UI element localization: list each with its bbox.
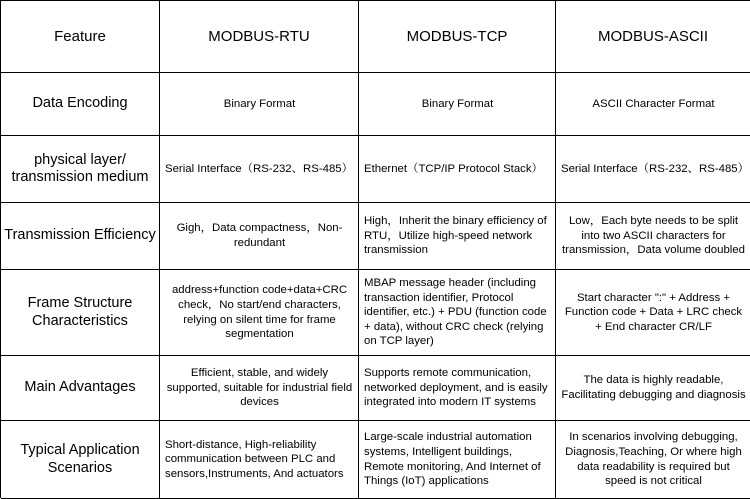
ascii-cell xyxy=(556,270,750,356)
ascii-cell xyxy=(556,136,750,203)
feature-cell xyxy=(1,421,160,499)
feature-cell xyxy=(1,136,160,203)
header-label: MODBUS-RTU xyxy=(208,27,310,45)
ascii-cell xyxy=(556,203,750,270)
tcp-cell xyxy=(359,73,556,136)
cell-text: Start character ":" + Address + Function code + Data + LRC check + End character CR/LF xyxy=(564,291,743,333)
feature-label: Main Advantages xyxy=(24,379,136,396)
cell-text: Ethernet（TCP/IP Protocol Stack） xyxy=(364,162,543,175)
feature-cell xyxy=(1,203,160,270)
ascii-cell xyxy=(556,356,750,421)
cell-text: Short-distance, High-reliability communication between PLC and sensors,Instruments, And actuators xyxy=(165,438,344,480)
rtu-cell xyxy=(160,73,359,136)
cell-text: In scenarios involving debugging, Diagnosis,Teaching, Or where high data readability is required but speed is not critical xyxy=(565,431,742,488)
header-cell-feature xyxy=(1,1,160,73)
feature-label: Typical Application Scenarios xyxy=(20,442,140,476)
rtu-cell xyxy=(160,203,359,270)
cell-text: Large-scale industrial automation systems, Intelligent buildings, Remote monitoring, And Internet of Things (IoT) applications xyxy=(364,431,541,488)
cell-text: The data is highly readable, Facilitating debugging and diagnosis xyxy=(561,374,746,401)
rtu-cell xyxy=(160,421,359,499)
rtu-cell xyxy=(160,136,359,203)
cell-text: Binary Format xyxy=(223,97,296,110)
feature-cell xyxy=(1,356,160,421)
tcp-cell xyxy=(359,270,556,356)
header-label: MODBUS-ASCII xyxy=(597,27,708,45)
feature-label: physical layer/ transmission medium xyxy=(11,151,149,185)
cell-text: ASCII Character Format xyxy=(592,97,715,110)
header-label: MODBUS-TCP xyxy=(406,27,508,45)
cell-text: Binary Format xyxy=(421,97,494,110)
ascii-cell xyxy=(556,421,750,499)
tcp-cell xyxy=(359,356,556,421)
cell-text: Serial Interface（RS-232、RS-485） xyxy=(165,162,354,175)
ascii-cell xyxy=(556,73,750,136)
feature-cell xyxy=(1,73,160,136)
rtu-cell xyxy=(160,356,359,421)
cell-text: MBAP message header (including transaction identifier, Protocol identifier, etc.) + PDU (function code + data), without CRC check (relying on TCP layer) xyxy=(364,277,547,348)
cell-text: Efficient, stable, and widely supported, suitable for industrial field devices xyxy=(166,367,353,409)
header-cell-ascii xyxy=(556,1,750,73)
tcp-cell xyxy=(359,136,556,203)
cell-text: address+function code+data+CRC check，No start/end characters, relying on silent time for frame segmentation xyxy=(171,284,348,341)
header-label: Feature xyxy=(54,27,106,45)
cell-text: Supports remote communication, networked deployment, and is easily integrated into modern IT systems xyxy=(364,367,548,409)
header-cell-rtu xyxy=(160,1,359,73)
feature-label: Frame Structure Characteristics xyxy=(27,295,133,329)
feature-label: Transmission Efficiency xyxy=(4,227,156,244)
feature-label: Data Encoding xyxy=(32,95,128,112)
cell-text: High，Inherit the binary efficiency of RTU，Utilize high-speed network transmission xyxy=(364,215,547,257)
cell-text: Serial Interface（RS-232、RS-485） xyxy=(561,162,750,175)
rtu-cell xyxy=(160,270,359,356)
header-cell-tcp xyxy=(359,1,556,73)
cell-text: Gigh，Data compactness，Non-redundant xyxy=(176,222,343,249)
cell-text: Low，Each byte needs to be split into two ASCII characters for transmission，Data volume doubled xyxy=(562,215,745,257)
feature-cell xyxy=(1,270,160,356)
tcp-cell xyxy=(359,203,556,270)
tcp-cell xyxy=(359,421,556,499)
